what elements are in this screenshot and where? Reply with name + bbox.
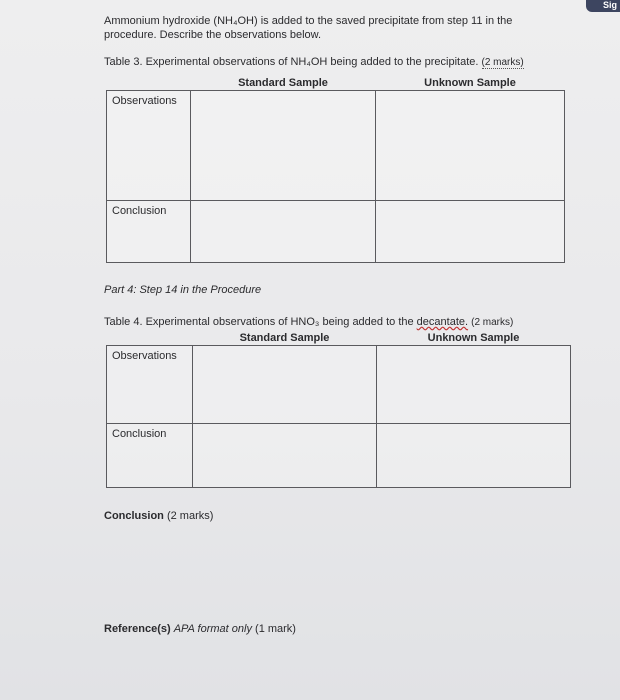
conclusion-label: Conclusion [104, 510, 164, 522]
intro-paragraph: Ammonium hydroxide (NH₄OH) is added to the saved precipitate from step 11 in the procedure. Describe the observations below. [104, 15, 513, 41]
conclusion-section [104, 510, 213, 522]
table4-header-blank [107, 331, 193, 346]
reference-marks: (1 mark) [255, 623, 296, 635]
reference-label: Reference(s) [104, 623, 171, 635]
table4-caption-text: Table 4. Experimental observations of HNO₃ being added to the [104, 316, 414, 328]
table3-marks: (2 marks) [481, 57, 524, 68]
table4-unknown-conclusion-cell[interactable] [377, 424, 571, 488]
table3-caption [104, 56, 524, 69]
table3-caption-text: Table 3. Experimental observations of NH₄OH being added to the precipitate. [104, 56, 479, 68]
table3-header-blank [107, 76, 191, 91]
corner-label: Sig [586, 0, 620, 12]
reference-format: APA format only [173, 623, 252, 635]
table4-caption-decantate: decantate. [416, 316, 469, 328]
table4-caption [104, 316, 513, 329]
table3 [106, 76, 565, 263]
table4-standard-observations-cell[interactable] [193, 346, 377, 424]
table3-unknown-observations-cell[interactable] [376, 91, 565, 201]
table4-row-observations-label: Observations [107, 346, 193, 424]
table4-standard-conclusion-cell[interactable] [193, 424, 377, 488]
table4-unknown-observations-cell[interactable] [377, 346, 571, 424]
table4-marks: (2 marks) [471, 317, 514, 328]
table4-row-conclusion-label: Conclusion [107, 424, 193, 488]
part4-heading: Part 4: Step 14 in the Procedure [104, 284, 262, 296]
reference-section [104, 623, 296, 635]
table4 [106, 331, 571, 488]
table4-header-standard: Standard Sample [239, 332, 330, 344]
table3-header-standard: Standard Sample [238, 77, 328, 89]
table3-row-conclusion-label: Conclusion [107, 201, 191, 263]
table3-row-observations-label: Observations [107, 91, 191, 201]
table3-unknown-conclusion-cell[interactable] [376, 201, 565, 263]
table4-header-unknown: Unknown Sample [427, 332, 520, 344]
table3-standard-observations-cell[interactable] [191, 91, 376, 201]
table3-header-unknown: Unknown Sample [424, 77, 516, 89]
conclusion-marks: (2 marks) [166, 510, 214, 522]
table3-standard-conclusion-cell[interactable] [191, 201, 376, 263]
